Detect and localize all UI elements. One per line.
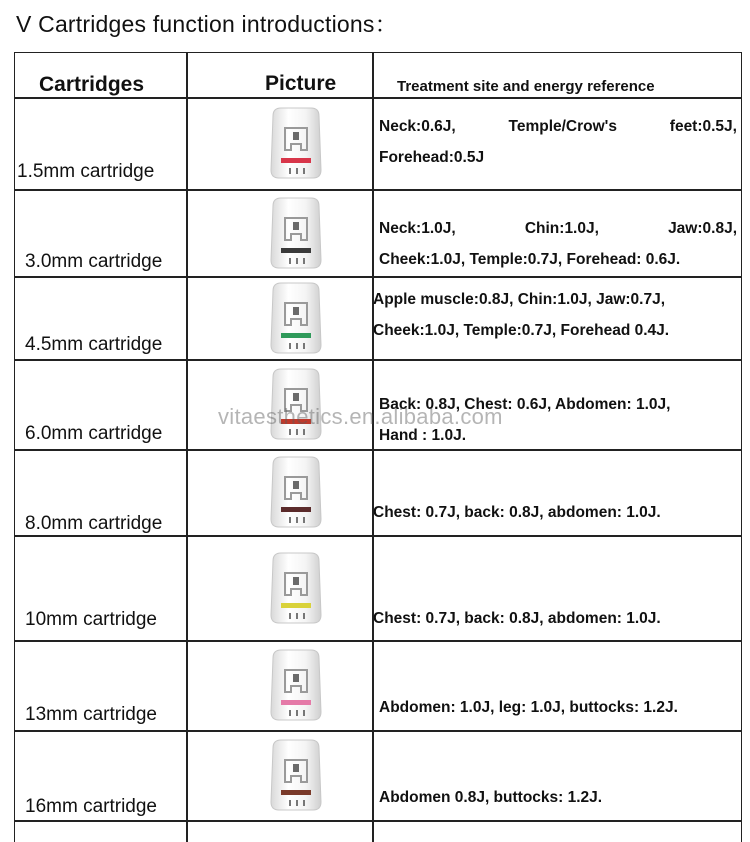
treatment-segment: Temple/Crow's <box>508 118 617 135</box>
treatment-segment: feet:0.5J, <box>669 118 737 135</box>
treatment-text <box>379 782 737 813</box>
treatment-line <box>373 315 737 346</box>
treatment-text <box>379 213 737 275</box>
cartridge-picture <box>267 551 325 630</box>
treatment-line <box>379 782 737 813</box>
row-divider <box>15 276 741 278</box>
column-divider-2 <box>372 53 374 842</box>
cartridge-image <box>267 551 325 625</box>
cartridge-picture <box>267 196 325 275</box>
cartridge-image <box>267 106 325 180</box>
treatment-segment: Chest: 0.7J, back: 0.8J, abdomen: 1.0J. <box>373 610 661 627</box>
cartridge-name: 8.0mm cartridge <box>25 513 163 534</box>
cartridge-name: 6.0mm cartridge <box>25 423 163 444</box>
treatment-segment: Neck:1.0J, <box>379 220 456 237</box>
treatment-segment: Neck:0.6J, <box>379 118 456 135</box>
cartridge-image <box>267 196 325 270</box>
cartridge-name: 13mm cartridge <box>25 704 157 725</box>
cartridge-name: 4.5mm cartridge <box>25 334 163 355</box>
treatment-segment: Jaw:0.8J, <box>668 220 737 237</box>
treatment-text <box>379 692 737 723</box>
treatment-text <box>373 284 737 346</box>
cartridge-picture <box>267 455 325 534</box>
cartridge-picture <box>267 738 325 817</box>
row-divider <box>15 535 741 537</box>
treatment-line <box>379 142 737 173</box>
row-divider <box>15 359 741 361</box>
treatment-line <box>379 244 737 275</box>
header-treatment: Treatment site and energy reference <box>397 78 655 95</box>
cartridge-picture <box>267 648 325 727</box>
watermark-text: vitaesthetics.en.alibaba.com <box>218 404 503 429</box>
cartridge-image <box>267 455 325 529</box>
treatment-line <box>373 284 737 315</box>
treatment-line <box>379 692 737 723</box>
treatment-text <box>373 603 737 634</box>
cartridge-picture <box>267 281 325 360</box>
treatment-segment: Chest: 0.7J, back: 0.8J, abdomen: 1.0J. <box>373 504 661 521</box>
treatment-segment: Cheek:1.0J, Temple:0.7J, Forehead 0.4J. <box>373 322 670 339</box>
treatment-text <box>379 111 737 173</box>
cartridge-picture <box>267 106 325 185</box>
row-divider <box>15 820 741 822</box>
cartridge-name: 3.0mm cartridge <box>25 251 163 272</box>
treatment-segment: Hand : 1.0J. <box>379 427 466 444</box>
page-title: V Cartridges function introductions： <box>16 11 398 37</box>
treatment-segment: Back: 0.8J, Chest: 0.6J, Abdomen: 1.0J, <box>379 396 671 413</box>
treatment-segment: Apple muscle:0.8J, Chin:1.0J, Jaw:0.7J, <box>373 291 666 308</box>
treatment-segment: Cheek:1.0J, Temple:0.7J, Forehead: 0.6J. <box>379 251 681 268</box>
cartridge-name: 16mm cartridge <box>25 796 157 817</box>
treatment-line <box>373 497 737 528</box>
cartridge-image <box>267 738 325 812</box>
cartridge-name: 1.5mm cartridge <box>17 161 155 182</box>
cartridge-name: 10mm cartridge <box>25 609 157 630</box>
cartridge-image <box>267 281 325 355</box>
treatment-line <box>373 603 737 634</box>
treatment-segment: Chin:1.0J, <box>524 220 599 237</box>
treatment-line <box>379 213 737 244</box>
header-picture: Picture <box>265 72 337 95</box>
treatment-line <box>379 111 737 142</box>
row-divider <box>15 97 741 99</box>
cartridge-image <box>267 648 325 722</box>
row-divider <box>15 730 741 732</box>
treatment-segment: Abdomen 0.8J, buttocks: 1.2J. <box>379 789 603 806</box>
treatment-segment: Abdomen: 1.0J, leg: 1.0J, buttocks: 1.2J. <box>379 699 678 716</box>
row-divider <box>15 189 741 191</box>
row-divider <box>15 640 741 642</box>
column-divider-1 <box>186 53 188 842</box>
treatment-segment: Forehead:0.5J <box>379 149 485 166</box>
cartridge-table <box>14 52 742 842</box>
treatment-text <box>373 497 737 528</box>
header-cartridges: Cartridges <box>39 73 145 96</box>
